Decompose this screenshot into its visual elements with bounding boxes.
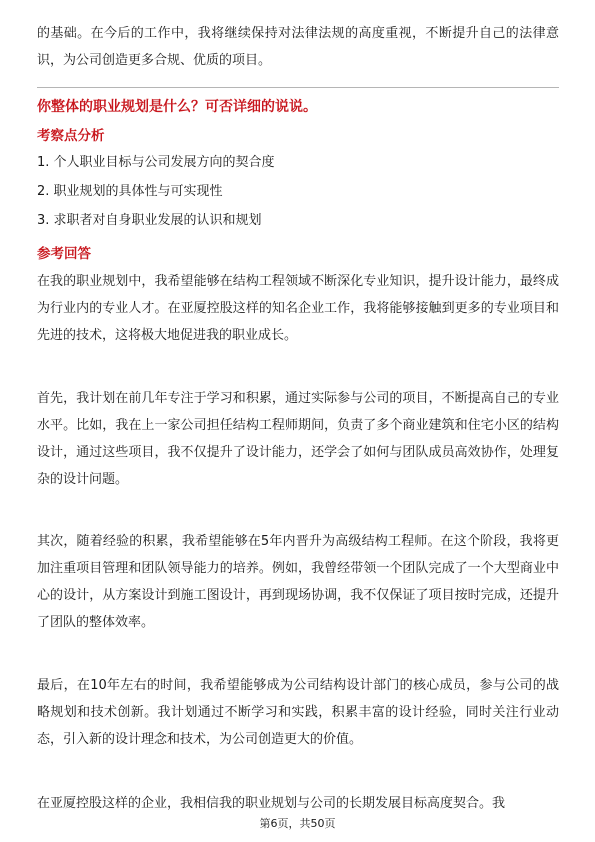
analysis-point: 1. 个人职业目标与公司发展方向的契合度 [37,155,275,170]
analysis-heading: 考察点分析 [37,128,105,144]
interview-question: 你整体的职业规划是什么？可否详细的说说。 [37,99,317,115]
answer-heading: 参考回答 [37,246,91,262]
analysis-point: 2. 职业规划的具体性与可实现性 [37,184,223,199]
answer-paragraph: 首先，我计划在前几年专注于学习和积累，通过实际参与公司的项目，不断提高自己的专业水平。比如，我在上一家公司担任结构工程师期间，负责了多个商业建筑和住宅小区的结构设计，通过这些项目，我不仅提升了设计能力，还学会了如何与团队成员高效协作，处理复杂的设计问题。 [37,391,559,487]
page-number: 第6页，共50页 [259,817,336,830]
analysis-point: 3. 求职者对自身职业发展的认识和规划 [37,213,262,228]
answer-paragraph: 其次，随着经验的积累，我希望能够在5年内晋升为高级结构工程师。在这个阶段，我将更加注重项目管理和团队领导能力的培养。例如，我曾经带领一个团队完成了一个大型商业中心的设计，从方案设计到施工图设计，再到现场协调，我不仅保证了项目按时完成，还提升了团队的整体效率。 [37,534,559,630]
answer-paragraph: 最后，在10年左右的时间，我希望能够成为公司结构设计部门的核心成员，参与公司的战略规划和技术创新。我计划通过不断学习和实践，积累丰富的设计经验，同时关注行业动态，引入新的设计理念和技术，为公司创造更大的价值。 [37,678,559,747]
answer-paragraph: 在亚厦控股这样的企业，我相信我的职业规划与公司的长期发展目标高度契合。我 [37,796,506,811]
answer-paragraph: 在我的职业规划中，我希望能够在结构工程领域不断深化专业知识，提升设计能力，最终成为行业内的专业人才。在亚厦控股这样的知名企业工作，我将能够接触到更多的专业项目和先进的技术，这将极大地促进我的职业成长。 [37,274,559,343]
section-divider [37,87,559,88]
intro-paragraph: 的基础。在今后的工作中，我将继续保持对法律法规的高度重视，不断提升自己的法律意识，为公司创造更多合规、优质的项目。 [37,26,559,68]
